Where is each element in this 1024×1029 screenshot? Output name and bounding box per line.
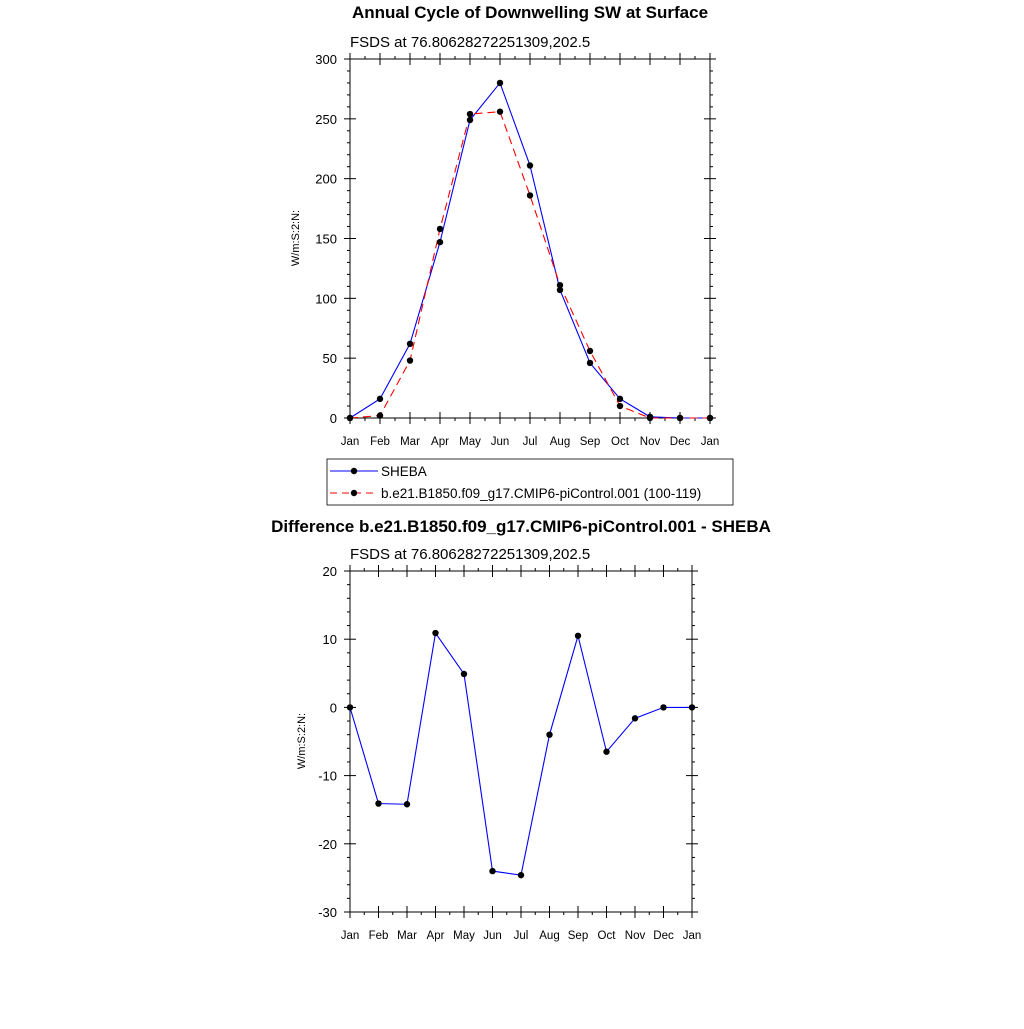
data-point-series-1 <box>632 715 638 721</box>
data-point-series-2 <box>497 108 503 114</box>
data-point-series-1 <box>404 801 410 807</box>
difference-panel <box>271 517 771 942</box>
legend <box>327 459 733 505</box>
plot-area <box>318 564 701 942</box>
chart-subtitle: FSDS at 76.80628272251309,202.5 <box>350 34 591 51</box>
y-tick-label: -20 <box>318 836 337 852</box>
plot-area <box>315 52 719 448</box>
y-tick-label: 300 <box>315 52 337 67</box>
x-tick-label: Jul <box>522 436 538 448</box>
plot-frame <box>350 59 710 418</box>
data-point-series-2 <box>677 415 683 421</box>
x-tick-label: Oct <box>611 436 629 448</box>
annual-cycle-panel <box>290 3 733 505</box>
data-point-series-1 <box>437 239 443 245</box>
legend-marker-sheba <box>351 468 357 474</box>
y-tick-label: -30 <box>318 905 337 920</box>
data-point-series-1 <box>489 868 495 874</box>
legend-label-model: b.e21.B1850.f09_g17.CMIP6-piControl.001 (100-119) <box>381 486 702 501</box>
y-tick-label: 20 <box>322 564 337 579</box>
legend-label-sheba: SHEBA <box>381 464 427 479</box>
y-tick-label: -10 <box>318 768 337 784</box>
x-tick-label: Jan <box>340 930 360 942</box>
data-point-series-1 <box>407 341 413 347</box>
data-point-series-1 <box>587 360 593 366</box>
data-point-series-2 <box>437 226 443 232</box>
chart-title: Annual Cycle of Downwelling SW at Surface <box>351 3 709 22</box>
x-tick-label: Jun <box>490 436 510 448</box>
data-point-series-2 <box>347 415 353 421</box>
plot-frame <box>350 571 692 912</box>
data-point-series-2 <box>617 403 623 409</box>
data-point-series-2 <box>557 282 563 288</box>
x-tick-label: Apr <box>431 436 449 448</box>
x-tick-label: Dec <box>669 436 691 448</box>
data-point-series-2 <box>527 192 533 198</box>
y-tick-label: 150 <box>315 231 337 247</box>
data-point-series-1 <box>432 630 438 636</box>
data-point-series-1 <box>518 872 524 878</box>
data-point-series-2 <box>377 412 383 418</box>
data-point-series-2 <box>467 111 473 117</box>
x-tick-label: Mar <box>397 930 417 942</box>
x-tick-label: Sep <box>567 930 589 942</box>
x-tick-label: Feb <box>368 930 389 942</box>
x-tick-label: Nov <box>639 436 661 448</box>
data-point-series-1 <box>575 633 581 639</box>
series-line-2 <box>350 112 710 418</box>
x-tick-label: Nov <box>624 930 646 942</box>
x-tick-label: Jun <box>483 930 502 942</box>
data-point-series-1 <box>377 396 383 402</box>
data-point-series-1 <box>467 117 473 123</box>
x-tick-label: May <box>459 436 481 448</box>
y-tick-label: 0 <box>329 700 337 716</box>
chart-title: Difference b.e21.B1850.f09_g17.CMIP6-piControl.001 - SHEBA <box>271 517 771 536</box>
data-point-series-1 <box>375 800 381 806</box>
x-tick-label: Jul <box>513 930 529 942</box>
x-tick-label: Aug <box>549 436 571 448</box>
x-tick-label: Jan <box>682 930 702 942</box>
data-point-series-2 <box>407 357 413 363</box>
y-tick-label: 0 <box>329 411 337 426</box>
x-tick-label: Jan <box>340 436 360 448</box>
data-point-series-2 <box>707 415 713 421</box>
y-tick-label: 50 <box>322 351 337 367</box>
data-point-series-1 <box>617 396 623 402</box>
data-point-series-1 <box>689 704 695 710</box>
x-tick-label: Aug <box>539 930 560 942</box>
data-point-series-1 <box>527 162 533 168</box>
x-tick-label: Mar <box>400 436 420 448</box>
data-point-series-1 <box>461 671 467 677</box>
data-point-series-1 <box>497 80 503 86</box>
legend-marker-model <box>351 490 357 496</box>
x-tick-label: Sep <box>579 436 601 448</box>
y-axis-label: W/m:S:2:N: <box>290 209 302 267</box>
x-tick-label: Dec <box>653 930 674 942</box>
x-tick-label: May <box>453 930 475 942</box>
x-tick-label: Feb <box>370 436 390 448</box>
y-tick-label: 250 <box>315 111 337 127</box>
x-tick-label: Jan <box>700 436 720 448</box>
data-point-series-1 <box>347 704 353 710</box>
series-line-1 <box>350 83 710 418</box>
x-tick-label: Apr <box>426 930 445 942</box>
data-point-series-2 <box>647 415 653 421</box>
data-point-series-1 <box>546 731 552 737</box>
x-tick-label: Oct <box>597 930 616 942</box>
y-tick-label: 200 <box>315 171 337 187</box>
data-point-series-2 <box>587 348 593 354</box>
series-line-1 <box>350 633 692 875</box>
y-axis-label: W/m:S:2:N: <box>296 712 308 770</box>
y-tick-label: 100 <box>315 291 337 307</box>
y-tick-label: 10 <box>322 632 337 648</box>
data-point-series-1 <box>660 704 666 710</box>
chart-subtitle: FSDS at 76.80628272251309,202.5 <box>350 546 591 563</box>
data-point-series-1 <box>603 749 609 755</box>
